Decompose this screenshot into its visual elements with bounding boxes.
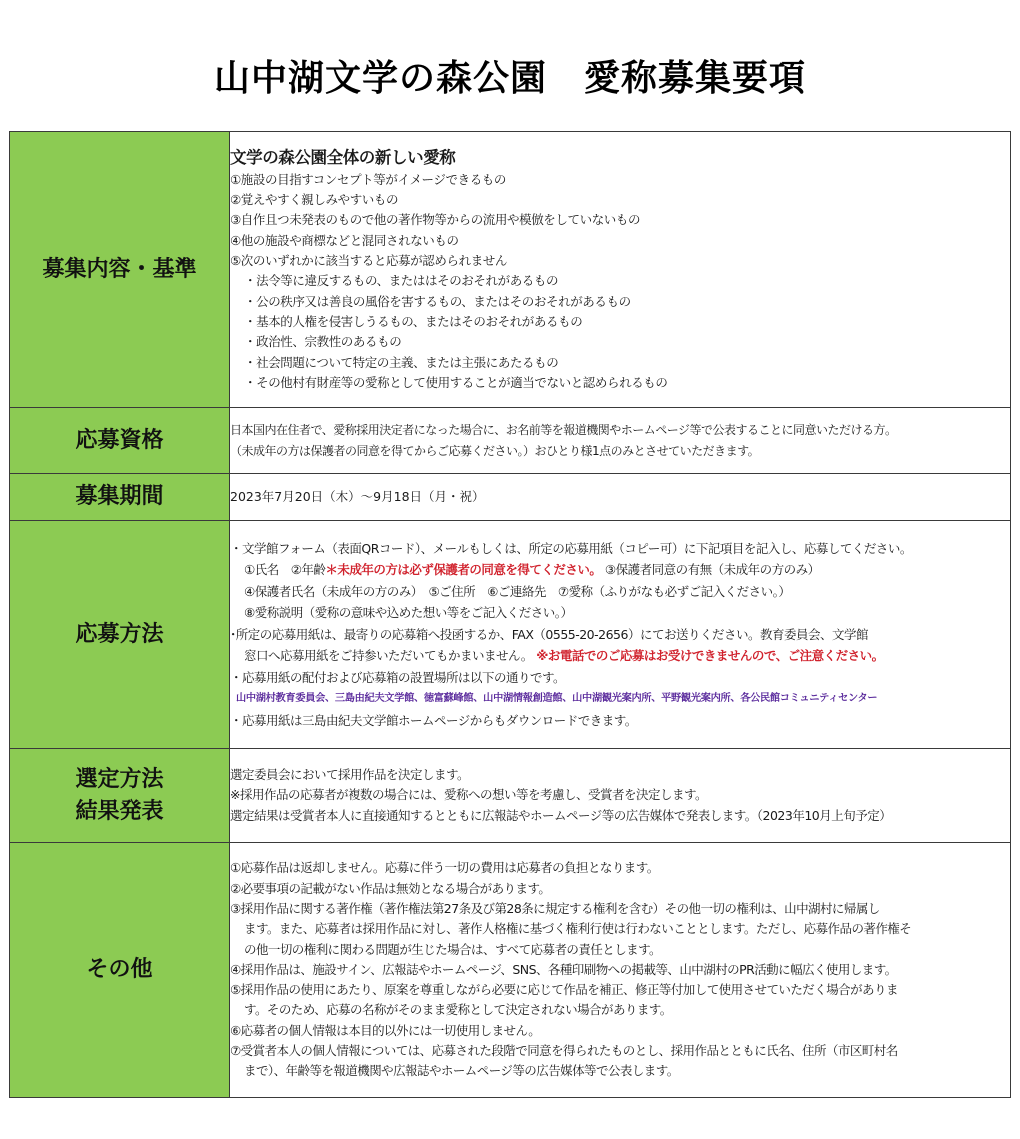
eligibility-line: （未成年の方は保護者の同意を得てからご応募ください。）おひとり様1点のみとさせていただきます。 [230,443,760,458]
other-line: ②必要事項の記載がない作品は無効となる場合があります。 [230,880,551,896]
method-text: 窓口へ応募用紙をご持参いただいてもかまいません。 [244,648,533,664]
row-application-method [10,521,1011,749]
eligibility-line: 日本国内在住者で、愛称採用決定者になった場合に、お名前等を報道機関やホームページ等で公表することに同意いただける方。 [230,423,897,438]
method-items: ③保護者同意の有無（未成年の方のみ） [604,562,820,578]
method-line: ⑧愛称説明（愛称の意味や込めた想い等をご記入ください。） [244,605,573,621]
selection-line: ※採用作品の応募者が複数の場合には、愛称への想い等を考慮し、受賞者を決定します。 [230,787,707,803]
guidelines-table [9,131,1011,1098]
criteria-item: ③自作且つ未発表のもので他の著作物等からの流用や模倣をしていないもの [230,212,641,228]
minor-consent-warning: ＊未成年の方は必ず保護者の同意を得てください。 [325,562,602,578]
exclusion-item: ・社会問題について特定の主義、または主張にあたるもの [244,354,559,370]
row-selection [10,749,1011,843]
exclusion-item: ・公の秩序又は善良の風俗を害するもの、またはそのおそれがあるもの [244,293,631,309]
header-application-method: 応募方法 [10,521,230,749]
method-items: ①氏名 ②年齢 [244,562,326,578]
body-application-method [230,521,1011,749]
other-line: ①応募作品は返却しません。応募に伴う一切の費用は応募者の負担となります。 [230,860,659,876]
selection-line: 選定委員会において採用作品を決定します。 [230,767,470,783]
period-text: 2023年7月20日（木）～9月18日（月・祝） [230,488,485,504]
method-line [230,559,1010,581]
header-content-criteria: 募集内容・基準 [10,132,230,408]
method-line: ・応募用紙は三島由紀夫文学館ホームページからもダウンロードできます。 [230,712,637,728]
header-period: 募集期間 [10,474,230,521]
header-eligibility: 応募資格 [10,408,230,474]
body-period [230,474,1011,521]
body-content-criteria [230,132,1011,408]
other-line: ④採用作品は、施設サイン、広報誌やホームページ、SNS、各種印刷物への掲載等、山中湖村のPR活動に幅広く使用します。 [230,961,897,977]
page-title: 山中湖文学の森公園 愛称募集要項 [213,58,806,99]
header-selection-line2: 結果発表 [75,798,164,824]
header-other: その他 [10,843,230,1098]
selection-line: 選定結果は受賞者本人に直接通知するとともに広報誌やホームページ等の広告媒体で発表します。（2023年10月上旬予定） [230,807,892,823]
row-period [10,474,1011,521]
other-line: ます。また、応募者は採用作品に対し、著作人格権に基づく権利行使は行わないこととします。ただし、応募作品の著作権そ [244,921,912,937]
body-other [230,843,1011,1098]
criteria-item: ①施設の目指すコンセプト等がイメージできるもの [230,171,507,187]
other-line: ⑤採用作品の使用にあたり、原案を尊重しながら必要に応じて作品を補正、修正等付加して使用させていただく場合がありま [230,982,898,998]
method-line: ・文学館フォーム（表面QRコード）、メールもしくは、所定の応募用紙（コピー可）に下記項目を記入し、応募してください。 [230,540,912,556]
other-line: ⑦受賞者本人の個人情報については、応募された段階で同意を得られたものとし、採用作品とともに氏名、住所（市区町村名 [230,1043,898,1059]
body-eligibility [230,408,1011,474]
other-line: ③採用作品に関する著作権（著作権法第27条及び第28条に規定する権利を含む）その他一切の権利は、山中湖村に帰属し [230,900,880,916]
exclusion-item: ・その他村有財産等の愛称として使用することが適当でないと認められるもの [244,374,668,390]
criteria-subtitle: 文学の森公園全体の新しい愛称 [230,147,456,167]
row-eligibility [10,408,1011,474]
header-selection [10,749,230,843]
criteria-item: ⑤次のいずれかに該当すると応募が認められません [230,253,508,269]
method-line: ･所定の応募用紙は、最寄りの応募箱へ投函するか、FAX（0555-20-2656）にてお送りください。教育委員会、文学館 [230,626,868,642]
criteria-item: ④他の施設や商標などと混同されないもの [230,232,459,248]
other-line: まで）、年齢等を報道機関や広報誌やホームページ等の広告媒体等で公表します。 [244,1063,679,1079]
body-selection [230,749,1011,843]
other-line: す。そのため、応募の名称がそのまま愛称として決定されない場合があります。 [244,1002,672,1018]
locations-list: 山中湖村教育委員会、三島由紀夫文学館、徳富蘇峰館、山中湖情報創造館、山中湖観光案内所、平野観光案内所、各公民館コミュニティセンター [236,693,878,705]
method-line [230,645,1010,667]
exclusion-item: ・政治性、宗教性のあるもの [244,334,402,350]
exclusion-item: ・基本的人権を侵害しうるもの、またはそのおそれがあるもの [244,313,583,329]
criteria-item: ②覚えやすく親しみやすいもの [230,192,399,208]
row-other [10,843,1011,1098]
header-selection-line1: 選定方法 [75,766,164,792]
method-line: ・応募用紙の配付および応募箱の設置場所は以下の通りです。 [230,669,566,685]
other-line: ⑥応募者の個人情報は本目的以外には一切使用しません。 [230,1022,541,1038]
method-line: ④保護者氏名（未成年の方のみ） ⑤ご住所 ⑥ご連絡先 ⑦愛称（ふりがなも必ずご記入ください。） [244,583,791,599]
other-line: の他一切の権利に関わる問題が生じた場合は、すべて応募者の責任とします。 [244,941,662,957]
phone-warning: ※お電話でのご応募はお受けできませんので、ご注意ください。 [536,648,884,664]
exclusion-item: ・法令等に違反するもの、またははそのおそれがあるもの [244,273,559,289]
row-content-criteria [10,132,1011,408]
